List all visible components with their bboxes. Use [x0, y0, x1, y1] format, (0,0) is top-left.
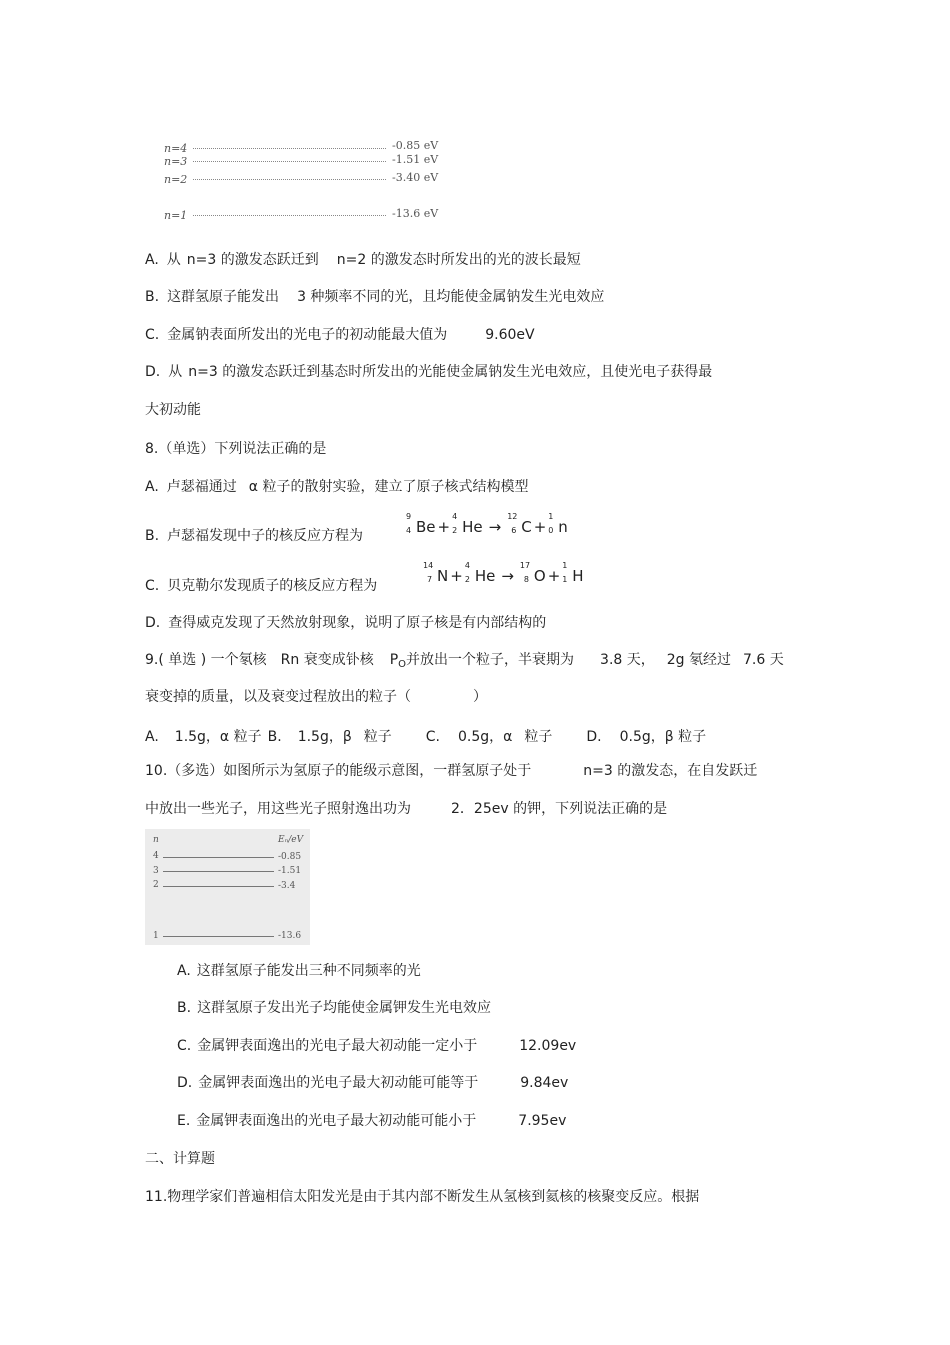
- level-energy: -1.51: [278, 866, 302, 876]
- level-line: [193, 161, 386, 162]
- level-energy: -3.40 eV: [392, 171, 439, 184]
- nuclear-equation-2: 14 7 N + 4 2 He → 17 8 O + 1 1 H: [423, 561, 584, 585]
- level-line: [163, 857, 274, 858]
- level-energy: -1.51 eV: [392, 153, 439, 166]
- q7-option-d-cont: 大初动能: [145, 402, 201, 418]
- axis-label-n: n: [153, 835, 159, 845]
- section-title: 二、计算题: [145, 1151, 215, 1167]
- level-energy: -3.4: [278, 881, 296, 891]
- level-line: [193, 148, 386, 149]
- nuclide-be: 9 4 Be: [406, 512, 436, 536]
- level-energy: -13.6 eV: [392, 207, 439, 220]
- q9-options: A. 1.5g，α 粒子 B. 1.5g，β 粒子 C. 0.5g，α 粒子 D. 0.5g，β 粒子: [145, 729, 707, 745]
- level-line: [193, 215, 386, 216]
- level-label: 2: [153, 880, 159, 890]
- q8-option-c: C. 贝克勒尔发现质子的核反应方程为: [145, 578, 378, 594]
- level-energy: -0.85 eV: [392, 139, 439, 152]
- q8-option-d: D. 查得威克发现了天然放射现象，说明了原子核是有内部结构的: [145, 615, 547, 631]
- nuclide-he: 4 2 He: [464, 561, 496, 585]
- q8-title: 8.（单选）下列说法正确的是: [145, 441, 327, 457]
- level-energy: -13.6: [278, 931, 302, 941]
- q7-option-b: B. 这群氢原子能发出 3 种频率不同的光，且均能使金属钠发生光电效应: [145, 289, 605, 305]
- q7-option-d: D. 从 n=3 的激发态跃迁到基态时所发出的光能使金属钠发生光电效应，且使光电子获得最: [145, 364, 713, 380]
- level-label: n=2: [164, 173, 188, 186]
- q10-option-e: E. 金属钾表面逸出的光电子最大初动能可能小于 7.95ev: [177, 1113, 567, 1129]
- nuclide-n: 1 0 n: [548, 512, 568, 536]
- q8-option-a: A. 卢瑟福通过 α 粒子的散射实验，建立了原子核式结构模型: [145, 479, 529, 495]
- q10-option-a: A. 这群氢原子能发出三种不同频率的光: [177, 963, 421, 979]
- nuclear-equation-1: 9 4 Be + 4 2 He → 12 6 C + 1 0 n: [406, 512, 568, 536]
- level-label: 4: [153, 851, 159, 861]
- level-label: n=3: [164, 155, 188, 168]
- nuclide-c: 12 6 C: [507, 512, 532, 536]
- level-line: [163, 886, 274, 887]
- q11-text: 11.物理学家们普遍相信太阳发光是由于其内部不断发生从氢核到氦核的核聚变反应。根据: [145, 1189, 700, 1205]
- level-line: [193, 179, 386, 180]
- energy-level-diagram-1: [160, 138, 460, 224]
- q10-option-d: D. 金属钾表面逸出的光电子最大初动能可能等于 9.84ev: [177, 1075, 569, 1091]
- nuclide-n14: 14 7 N: [423, 561, 449, 585]
- level-label: 1: [153, 931, 159, 941]
- level-label: 3: [153, 866, 159, 876]
- q10-option-b: B. 这群氢原子发出光子均能使金属钾发生光电效应: [177, 1000, 492, 1016]
- level-line: [163, 936, 274, 937]
- level-energy: -0.85: [278, 852, 302, 862]
- q7-option-c: C. 金属钠表面所发出的光电子的初动能最大值为 9.60eV: [145, 327, 535, 343]
- level-label: n=4: [164, 142, 188, 155]
- q9-title-cont: 衰变掉的质量，以及衰变过程放出的粒子（ ）: [145, 689, 487, 705]
- axis-label-energy: Eₙ/eV: [278, 835, 304, 845]
- level-label: n=1: [164, 209, 188, 222]
- q8-option-b: B. 卢瑟福发现中子的核反应方程为: [145, 528, 364, 544]
- nuclide-he: 4 2 He: [452, 512, 483, 536]
- q10-title: 10.（多选）如图所示为氢原子的能级示意图，一群氢原子处于 n=3 的激发态，在自发跃迁: [145, 763, 758, 779]
- q7-option-a: A. 从 n=3 的激发态跃迁到 n=2 的激发态时所发出的光的波长最短: [145, 252, 581, 268]
- level-line: [163, 871, 274, 872]
- energy-level-diagram-2: [145, 829, 310, 945]
- q10-title-cont: 中放出一些光子，用这些光子照射逸出功为 2．25ev 的钾，下列说法正确的是: [145, 801, 668, 817]
- nuclide-h: 1 1 H: [562, 561, 584, 585]
- q10-option-c: C. 金属钾表面逸出的光电子最大初动能一定小于 12.09ev: [177, 1038, 577, 1054]
- q9-title: 9.( 单选 ) 一个氡核 Rn 衰变成钋核 $P_O$并放出一个粒子，半衰期为 3.8 天， 2g 氡经过 7.6 天: [145, 652, 784, 670]
- nuclide-o: 17 8 O: [519, 561, 546, 585]
